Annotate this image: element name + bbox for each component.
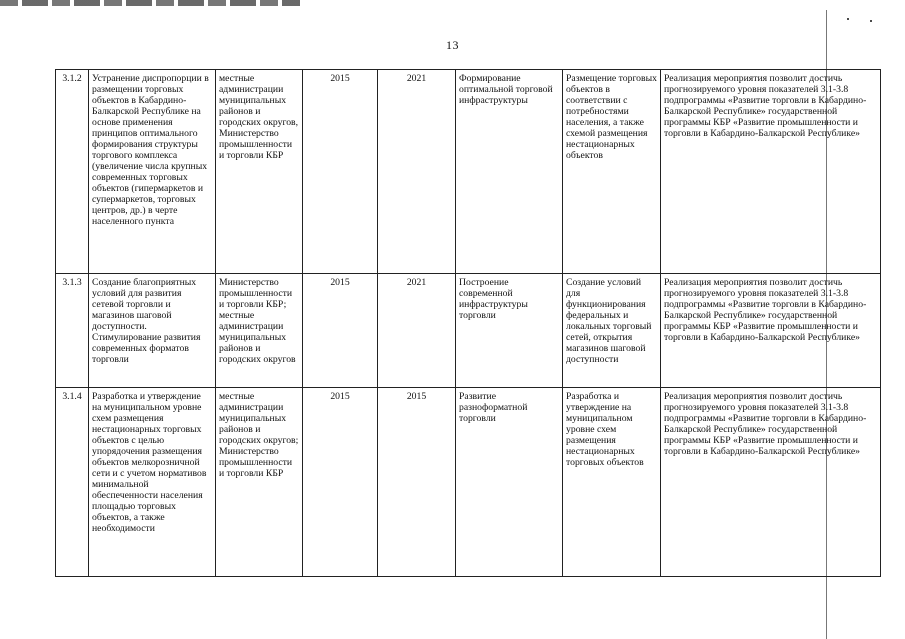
scan-artifact-top [0,0,300,6]
page-number: 13 [446,38,459,52]
measures-table [55,69,881,577]
end-year: 2021 [378,274,456,388]
measure-text: Разработка и утверждение на муниципальном уровне схем размещения нестационарных торговых объектов с целью упорядочения размещения объектов мелкорозничной сети и с учетом нормативов минимальной обеспеченности населения площадью торговых объектов, а также необходимости [89,388,216,577]
measure-text: Создание благоприятных условий для развития сетевой торговли и магазинов шаговой доступности. Стимулирование развития современных форматов торговли [89,274,216,388]
row-number: 3.1.2 [56,70,89,274]
row-number: 3.1.3 [56,274,89,388]
end-year: 2021 [378,70,456,274]
table-row [56,70,881,274]
direction-text: Построение современной инфраструктуры торговли [456,274,563,388]
result-text: Размещение торговых объектов в соответствии с потребностями населения, а также схемой размещения нестационарных объектов [563,70,661,274]
direction-text: Развитие разноформатной торговли [456,388,563,577]
result-text: Разработка и утверждение на муниципальном уровне схем размещения нестационарных торговых объектов [563,388,661,577]
row-number: 3.1.4 [56,388,89,577]
scan-dot [847,18,849,20]
start-year: 2015 [303,274,378,388]
note-text: Реализация мероприятия позволит достичь прогнозируемого уровня показателей 3.1-3.8 подпрограммы «Развитие торговли в Кабардино-Балкарской Республике» государственной программы КБР «Развитие промышленности и торговли в Кабардино-Балкарской Республике» [661,70,881,274]
start-year: 2015 [303,388,378,577]
measure-text: Устранение диспропорции в размещении торговых объектов в Кабардино-Балкарской Республике на основе применения принципов оптимального формирования структуры торгового комплекса (увеличение числа крупных современных торговых объектов (гипермаркетов и супермаркетов, торговых центров, др.) в черте населенного пункта [89,70,216,274]
direction-text: Формирование оптимальной торговой инфраструктуры [456,70,563,274]
result-text: Создание условий для функционирования федеральных и локальных торговый сетей, открытия магазинов шаговой доступности [563,274,661,388]
table-row [56,274,881,388]
scan-dot [870,20,872,22]
executor-text: местные администрации муниципальных районов и городских округов; Министерство промышленности и торговли КБР [216,388,303,577]
end-year: 2015 [378,388,456,577]
note-text: Реализация мероприятия позволит достичь прогнозируемого уровня показателей 3.1-3.8 подпрограммы «Развитие торговли в Кабардино-Балкарской Республике» государственной программы КБР «Развитие промышленности и торговли в Кабардино-Балкарской Республике» [661,388,881,577]
start-year: 2015 [303,70,378,274]
table-row [56,388,881,577]
executor-text: местные администрации муниципальных районов и городских округов, Министерство промышленности и торговли КБР [216,70,303,274]
note-text: Реализация мероприятия позволит достичь прогнозируемого уровня показателей 3.1-3.8 подпрограммы «Развитие торговли в Кабардино-Балкарской Республике» государственной программы КБР «Развитие промышленности и торговли в Кабардино-Балкарской Республике» [661,274,881,388]
executor-text: Министерство промышленности и торговли КБР; местные администрации муниципальных районов и городских округов [216,274,303,388]
